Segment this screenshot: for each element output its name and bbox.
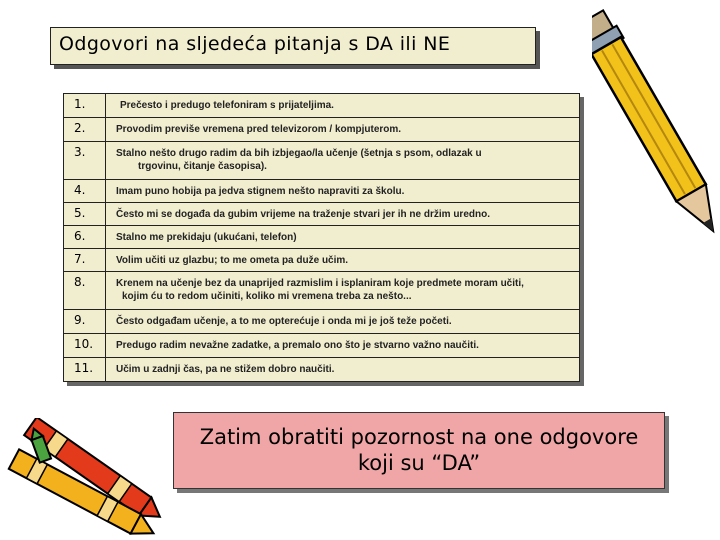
table-row — [64, 310, 580, 334]
footer-line-1: Zatim obratiti pozornost na one odgovore — [199, 425, 639, 449]
question-text: Stalno nešto drugo radim da bih izbjegao/la učenje (šetnja s psom, odlazak u trgovinu, čitanje časopisa). — [106, 142, 580, 180]
footer-note — [173, 412, 665, 489]
table-row — [64, 249, 580, 272]
table-row — [64, 94, 580, 118]
question-text: Krenem na učenje bez da unaprijed razmislim i isplaniram koje predmete moram učiti, kojim ću to redom učiniti, koliko mi vremena treba za nešto... — [106, 272, 580, 310]
table-row — [64, 118, 580, 142]
question-number: 3. — [64, 142, 106, 180]
table-row — [64, 226, 580, 249]
question-number: 11. — [64, 358, 106, 382]
page-title-box — [50, 27, 536, 65]
question-text: Stalno me prekidaju (ukućani, telefon) — [106, 226, 580, 249]
table-row — [64, 358, 580, 382]
page-title: Odgovori na sljedeća pitanja s DA ili NE — [59, 33, 451, 55]
question-number: 5. — [64, 203, 106, 226]
question-number: 10. — [64, 334, 106, 358]
question-number: 4. — [64, 180, 106, 203]
question-text: Imam puno hobija pa jedva stignem nešto napraviti za školu. — [106, 180, 580, 203]
crayons-icon — [0, 418, 170, 540]
table-row — [64, 272, 580, 310]
question-text: Predugo radim nevažne zadatke, a premalo ono što je stvarno važno naučiti. — [106, 334, 580, 358]
question-number: 6. — [64, 226, 106, 249]
table-row — [64, 203, 580, 226]
table-row — [64, 334, 580, 358]
question-text: Često mi se događa da gubim vrijeme na traženje stvari jer ih ne držim uredno. — [106, 203, 580, 226]
question-text: Često odgađam učenje, a to me opterećuje i onda mi je još teže početi. — [106, 310, 580, 334]
questions-table — [63, 93, 580, 382]
question-number: 2. — [64, 118, 106, 142]
pencil-icon — [592, 0, 720, 260]
question-number: 8. — [64, 272, 106, 310]
footer-line-2: koji su “DA” — [357, 451, 481, 475]
question-number: 7. — [64, 249, 106, 272]
question-text: Provodim previše vremena pred televizorom / kompjuterom. — [106, 118, 580, 142]
question-number: 9. — [64, 310, 106, 334]
question-number: 1. — [64, 94, 106, 118]
question-text: Prečesto i predugo telefoniram s prijateljima. — [106, 94, 580, 118]
question-text: Volim učiti uz glazbu; to me ometa pa duže učim. — [106, 249, 580, 272]
table-row — [64, 142, 580, 180]
table-row — [64, 180, 580, 203]
question-text: Učim u zadnji čas, pa ne stižem dobro naučiti. — [106, 358, 580, 382]
